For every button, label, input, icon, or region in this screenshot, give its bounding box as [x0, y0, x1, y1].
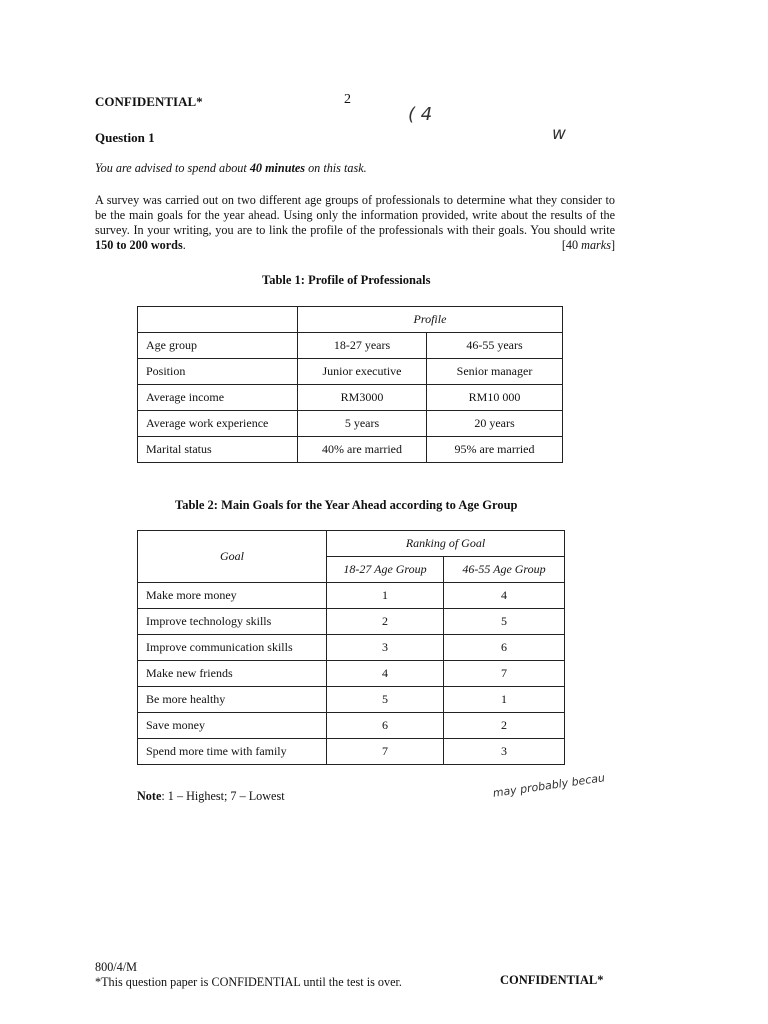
table-cell: 46-55 years — [427, 333, 563, 359]
table-cell: 5 years — [298, 411, 427, 437]
body-text: A survey was carried out on two different age groups of professionals to determine what they consider to be the main goals for the year ahead. Using only the information provided, write about the results of the survey. In your writing, you are to link the profile of the professionals with their goals. You should write — [95, 193, 615, 237]
table-cell: 3 — [444, 739, 565, 765]
table-cell: RM10 000 — [427, 385, 563, 411]
table-cell: 3 — [327, 635, 444, 661]
table-row — [138, 609, 565, 635]
table-row — [138, 687, 565, 713]
table-row — [138, 437, 563, 463]
marks — [540, 238, 615, 253]
note-text: : 1 – Highest; 7 – Lowest — [161, 789, 285, 803]
table-row — [138, 635, 565, 661]
table-cell: 18-27 years — [298, 333, 427, 359]
table-cell: 7 — [327, 739, 444, 765]
handwritten-top-right-mark: w — [552, 124, 566, 144]
table-cell: Average work experience — [138, 411, 298, 437]
table-cell: 7 — [444, 661, 565, 687]
table-row — [138, 359, 563, 385]
table-cell: Improve communication skills — [138, 635, 327, 661]
table-cell: 5 — [327, 687, 444, 713]
header-confidential: CONFIDENTIAL* — [95, 94, 203, 109]
handwritten-top-mark: ( 4 — [408, 104, 433, 125]
table-row — [138, 583, 565, 609]
table-cell: 20 years — [427, 411, 563, 437]
table-cell: 1 — [327, 583, 444, 609]
table-cell: 4 — [327, 661, 444, 687]
table-cell: Junior executive — [298, 359, 427, 385]
col-46-55-header: 46-55 Age Group — [444, 557, 565, 583]
word-count: 150 to 200 words — [95, 238, 183, 252]
table-row — [138, 531, 565, 557]
question-body — [95, 193, 615, 253]
marks-word: marks — [581, 238, 611, 252]
table-cell: 1 — [444, 687, 565, 713]
table1-caption: Table 1: Profile of Professionals — [262, 273, 431, 287]
table-cell: Make more money — [138, 583, 327, 609]
table2-caption: Table 2: Main Goals for the Year Ahead according to Age Group — [175, 498, 518, 512]
table-cell: 2 — [444, 713, 565, 739]
table-cell: 6 — [327, 713, 444, 739]
note-label: Note — [137, 789, 162, 803]
advice-prefix: You are advised to spend about — [95, 161, 250, 175]
col-18-27-header: 18-27 Age Group — [327, 557, 444, 583]
table-cell: 2 — [327, 609, 444, 635]
table-cell: Improve technology skills — [138, 609, 327, 635]
table-cell: Senior manager — [427, 359, 563, 385]
question-title: Question 1 — [95, 130, 155, 145]
table-row — [138, 661, 565, 687]
table-cell: Spend more time with family — [138, 739, 327, 765]
table-cell: Average income — [138, 385, 298, 411]
ranking-header: Ranking of Goal — [327, 531, 565, 557]
table-cell: 40% are married — [298, 437, 427, 463]
table-row — [138, 333, 563, 359]
table-cell: 95% are married — [427, 437, 563, 463]
page-number: 2 — [344, 92, 351, 107]
table-row — [138, 307, 563, 333]
advice-suffix: on this task. — [305, 161, 367, 175]
table-row — [138, 713, 565, 739]
table-cell: Be more healthy — [138, 687, 327, 713]
profile-table — [137, 306, 563, 463]
table-cell: Marital status — [138, 437, 298, 463]
goals-table — [137, 530, 565, 765]
table-cell: Make new friends — [138, 661, 327, 687]
table-cell: Position — [138, 359, 298, 385]
table-row — [138, 385, 563, 411]
profile-header: Profile — [298, 307, 563, 333]
handwritten-margin-note: may probably becau — [492, 771, 606, 800]
note — [137, 789, 285, 804]
table-cell: Save money — [138, 713, 327, 739]
table-row — [138, 739, 565, 765]
body-end: . — [182, 238, 186, 252]
marks-close: ] — [610, 238, 615, 252]
table-cell: RM3000 — [298, 385, 427, 411]
table-cell: 6 — [444, 635, 565, 661]
table-cell: 5 — [444, 609, 565, 635]
table-row — [138, 411, 563, 437]
table-cell: Age group — [138, 333, 298, 359]
advice-line — [95, 161, 367, 176]
footer-notice: *This question paper is CONFIDENTIAL until the test is over. — [95, 975, 402, 989]
goal-header: Goal — [138, 531, 327, 583]
footer-code: 800/4/M — [95, 960, 137, 974]
marks-open: [40 — [561, 238, 582, 252]
table-cell — [138, 307, 298, 333]
table-cell: 4 — [444, 583, 565, 609]
footer-confidential: CONFIDENTIAL* — [500, 973, 604, 987]
advice-time: 40 minutes — [249, 161, 306, 175]
